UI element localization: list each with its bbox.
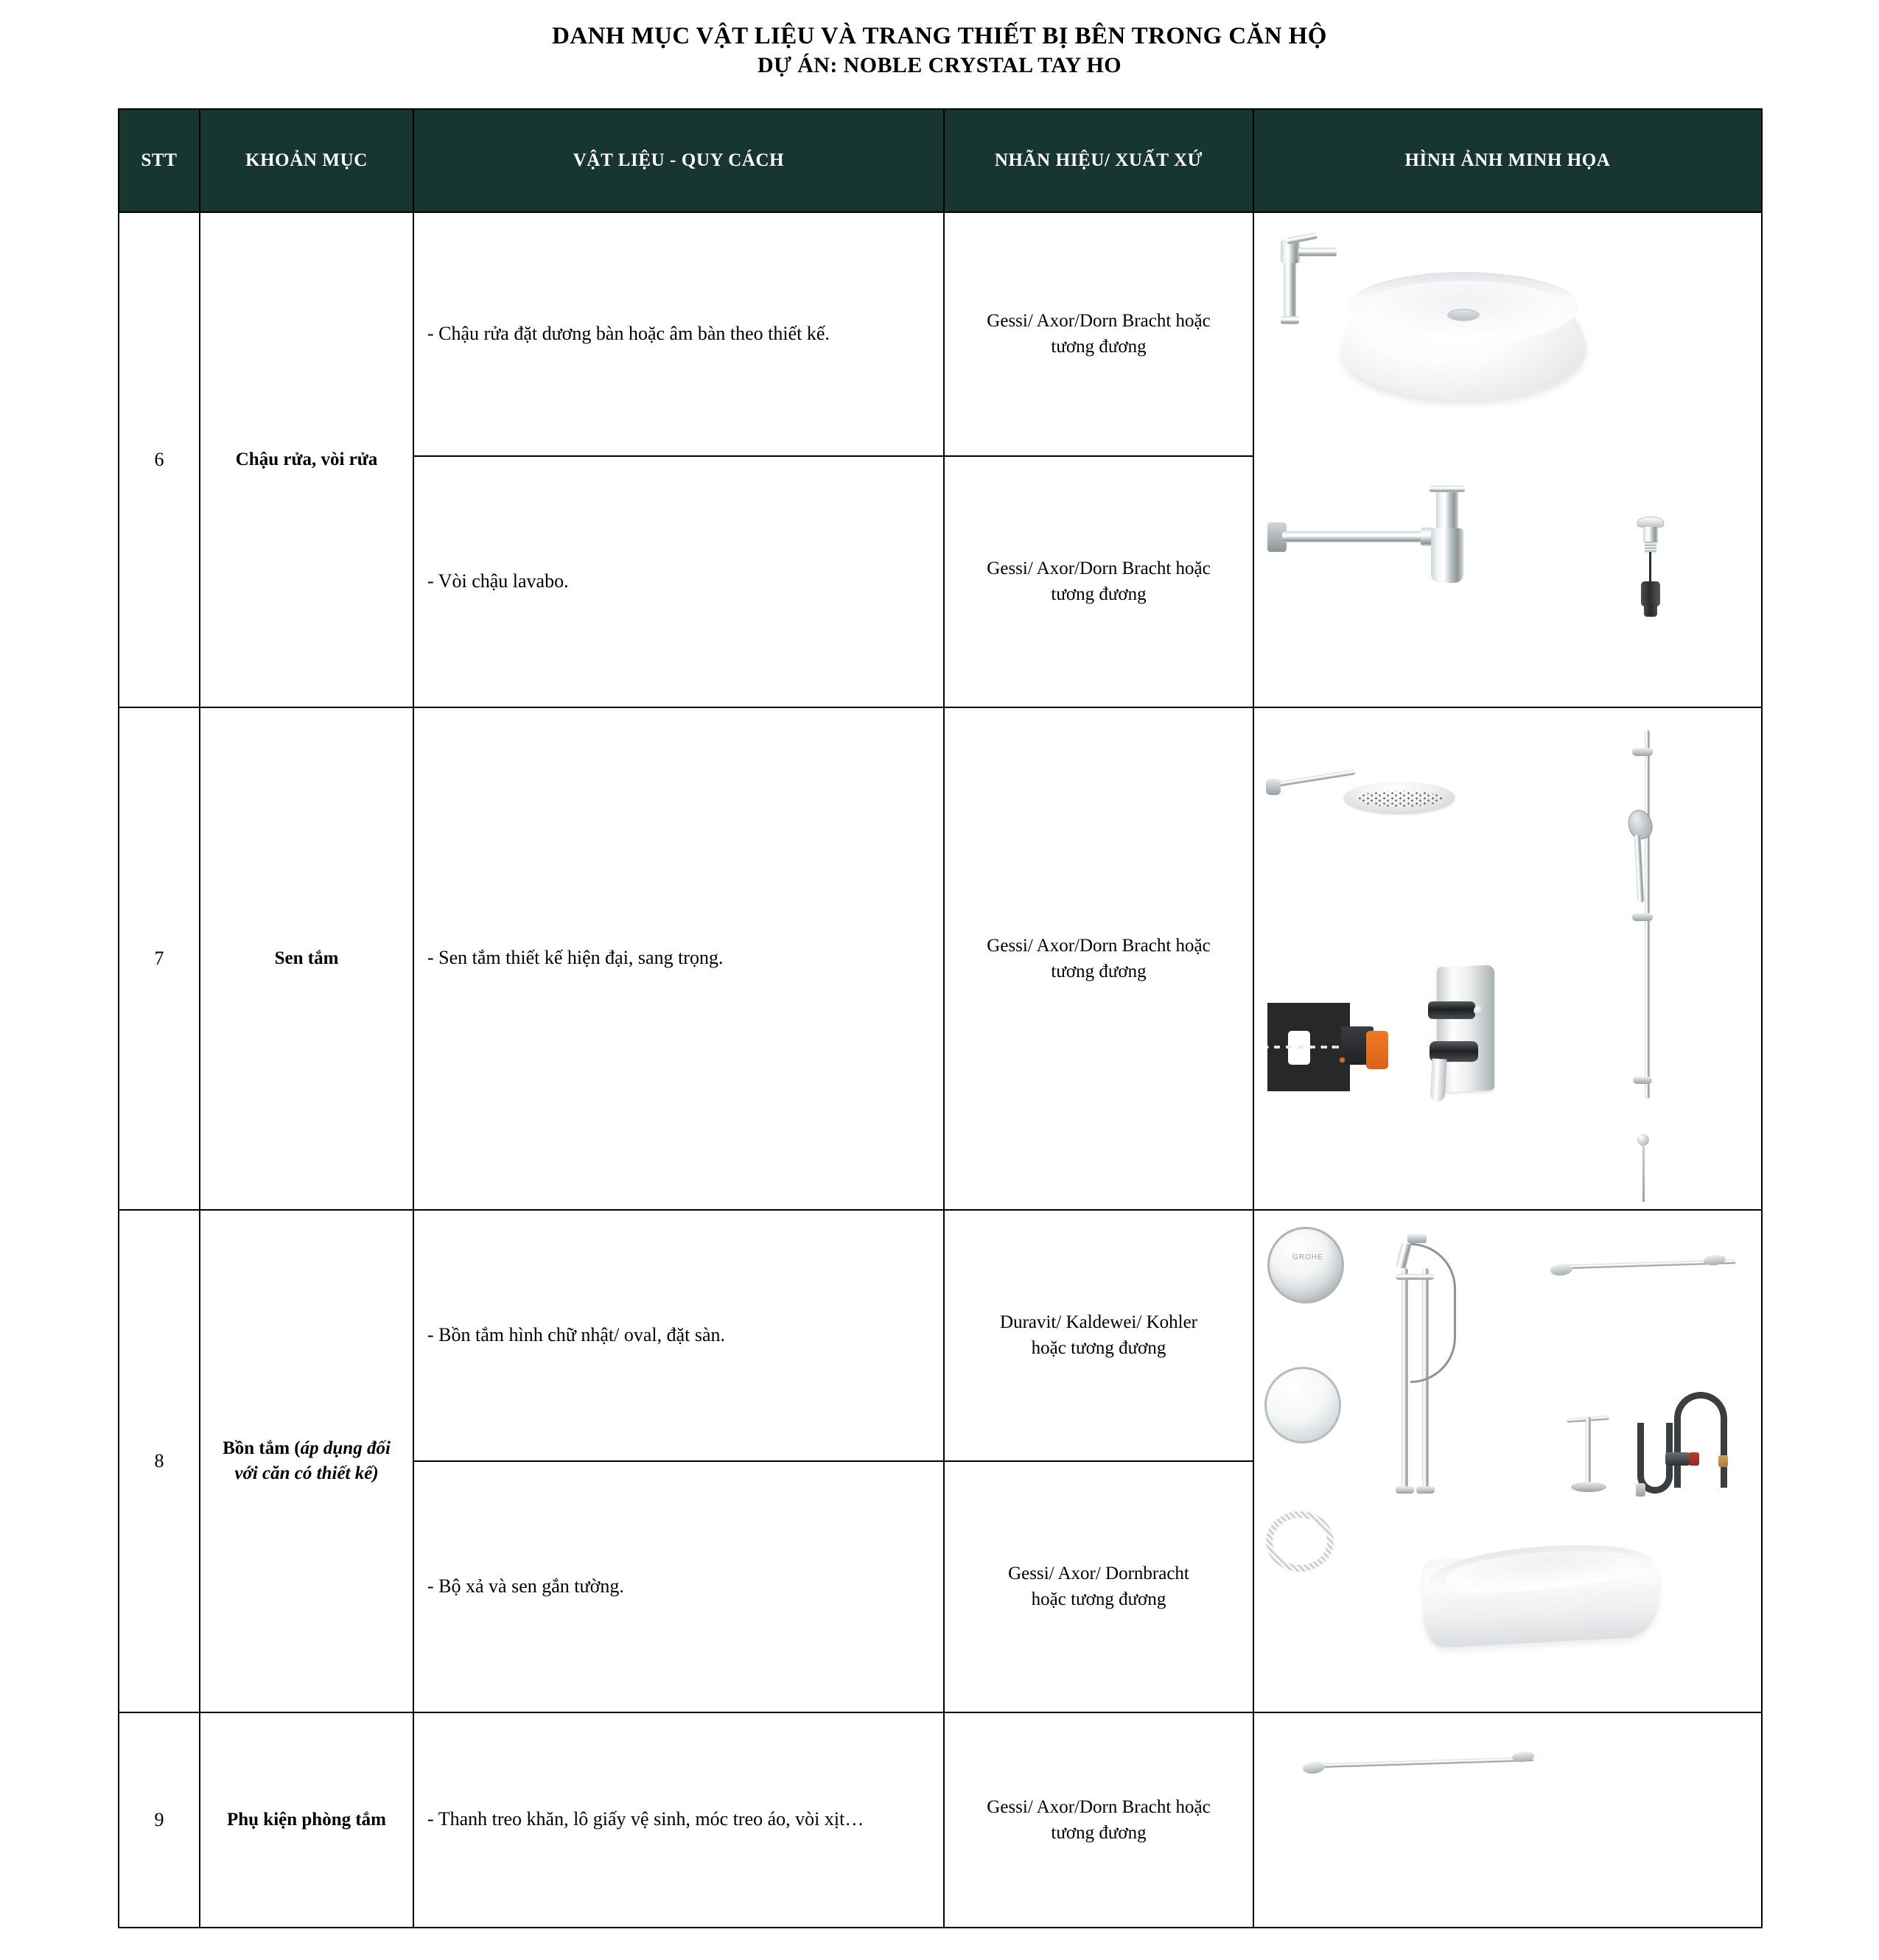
cell-image-6 — [1253, 212, 1762, 707]
hose-valve-icon — [1665, 1452, 1690, 1466]
cell-item-9 — [200, 1712, 413, 1928]
item-label-6: Chậu rửa, vòi rửa — [235, 449, 378, 469]
trap-cap-icon — [1430, 486, 1465, 492]
faucet-column-icon — [1284, 259, 1296, 319]
cell-brand-9-1 — [944, 1712, 1253, 1928]
hose-red-marker-icon — [1689, 1452, 1699, 1466]
column-header-item: KHOẢN MỤC — [200, 109, 413, 212]
cell-stt-8: 8 — [119, 1210, 200, 1712]
brand-line-1: Gessi/ Axor/Dorn Bracht hoặc — [987, 1796, 1211, 1817]
cell-spec-8-2: - Bộ xả và sen gắn tường. — [413, 1461, 944, 1712]
document-title-line-1: DANH MỤC VẬT LIỆU VÀ TRANG THIẾT BỊ BÊN TRONG CĂN HỘ — [552, 23, 1327, 49]
cell-item-6 — [200, 212, 413, 707]
brand-line-2: hoặc tương đương — [1031, 1338, 1166, 1359]
table-header-row — [119, 109, 1762, 212]
cell-image-8 — [1253, 1210, 1762, 1712]
cell-spec-8-1: - Bồn tắm hình chữ nhật/ oval, đặt sàn. — [413, 1210, 944, 1461]
brand-line-1: Gessi/ Axor/ Dornbracht — [1008, 1564, 1189, 1584]
column-header-image: HÌNH ẢNH MINH HỌA — [1253, 109, 1762, 212]
concealed-valve-indicator-icon — [1338, 1056, 1346, 1064]
illustration-trap-group — [1254, 463, 1761, 685]
illustration-towel-bar-group — [1542, 1246, 1748, 1312]
tub-drain-cover-icon — [1267, 1227, 1344, 1303]
towel-bar-rail-icon — [1313, 1757, 1534, 1768]
table-row — [119, 212, 1762, 456]
illustration-towel-bar-accessory-group — [1254, 1713, 1761, 1927]
document-title-line-2: DỰ ÁN: NOBLE CRYSTAL TAY HO — [757, 53, 1122, 78]
brand-line-1: Gessi/ Axor/Dorn Bracht hoặc — [987, 935, 1211, 956]
handheld-shower-grip-icon — [1634, 834, 1645, 902]
faucet-base-icon — [1281, 316, 1299, 324]
brand-line-1: Gessi/ Axor/Dorn Bracht hoặc — [987, 559, 1211, 579]
cell-stt-9: 9 — [119, 1712, 200, 1928]
hose-connector-right-icon — [1718, 1455, 1728, 1467]
brand-line-2: tương đương — [1051, 584, 1147, 605]
popup-drain-tail-icon — [1644, 605, 1657, 617]
cell-stt-6: 6 — [119, 212, 200, 707]
towel-bar-post-left-icon — [1550, 1262, 1573, 1276]
popup-drain-stem-icon — [1643, 527, 1658, 543]
column-header-brand: NHÃN HIỆU/ XUẤT XỨ — [944, 109, 1253, 212]
tub-overflow-cover-icon — [1264, 1367, 1341, 1443]
cell-brand-6-2 — [944, 456, 1253, 707]
towel-bar-post-left-icon — [1302, 1760, 1326, 1774]
materials-spec-table — [118, 108, 1763, 1928]
grohe-brand-label: GROHE — [1292, 1253, 1323, 1261]
column-header-spec: VẬT LIỆU - QUY CÁCH — [413, 109, 944, 212]
document-title — [0, 0, 1879, 80]
illustration-washbasin-group — [1254, 213, 1761, 707]
cell-spec-7-1: - Sen tắm thiết kế hiện đại, sang trọng. — [413, 707, 944, 1210]
cell-image-9 — [1253, 1712, 1762, 1928]
cell-brand-6-1 — [944, 212, 1253, 456]
column-header-stt: STT — [119, 109, 200, 212]
concealed-valve-orange-cartridge-icon — [1366, 1031, 1388, 1069]
cell-brand-8-2 — [944, 1461, 1253, 1712]
table-row — [119, 1210, 1762, 1461]
illustration-bathtub-group — [1254, 1211, 1761, 1712]
flex-hose-right-icon — [1674, 1392, 1727, 1488]
shower-arm-flange-icon — [1266, 779, 1281, 795]
tub-filler-handshower-icon — [1396, 1242, 1412, 1268]
concealed-valve-plate-holes-icon — [1267, 1003, 1350, 1091]
flexible-hose-coil-icon — [1266, 1511, 1334, 1572]
brand-line-2: tương đương — [1051, 1822, 1147, 1843]
brand-line-1: Duravit/ Kaldewei/ Kohler — [1000, 1312, 1197, 1333]
tub-filler-hose-icon — [1410, 1243, 1456, 1383]
cell-spec-9-1: - Thanh treo khăn, lô giấy vệ sinh, móc treo áo, vòi xịt… — [413, 1712, 944, 1928]
trap-horizontal-pipe-icon — [1282, 531, 1430, 542]
basin-drain-icon — [1447, 309, 1480, 321]
faucet-lever-icon — [1287, 232, 1318, 245]
slide-bar-mid-bracket-icon — [1632, 913, 1653, 921]
stand-column-icon — [1586, 1417, 1591, 1485]
spec-table-container — [0, 80, 1879, 1928]
illustration-slipper-bathtub-group — [1343, 1491, 1740, 1697]
brand-line-2: tương đương — [1051, 961, 1147, 981]
slide-bar-top-bracket-icon — [1632, 748, 1653, 756]
tub-filler-leg-left-icon — [1402, 1268, 1408, 1489]
brand-line-2: hoặc tương đương — [1031, 1589, 1166, 1610]
tub-filler-top-icon — [1407, 1234, 1427, 1243]
illustration-shower-set-group — [1254, 708, 1761, 1209]
basin-inner-icon — [1365, 281, 1562, 334]
cell-item-8 — [200, 1210, 413, 1712]
faucet-spout-icon — [1298, 248, 1337, 256]
table-row — [119, 707, 1762, 1210]
cell-brand-7-1 — [944, 707, 1253, 1210]
shower-arm-icon — [1273, 769, 1356, 787]
shower-mixer-handle-icon — [1430, 1058, 1446, 1102]
popup-drain-cap-icon — [1637, 517, 1664, 528]
brand-line-1: Gessi/ Axor/Dorn Bracht hoặc — [987, 311, 1211, 332]
cell-brand-8-1 — [944, 1210, 1253, 1461]
shower-diverter-knob-icon — [1428, 1001, 1475, 1019]
rain-shower-nozzles-icon — [1356, 791, 1443, 807]
popup-drain-body-icon — [1641, 581, 1660, 606]
cell-stt-7: 7 — [119, 707, 200, 1210]
cell-image-7 — [1253, 707, 1762, 1210]
trap-neck-icon — [1436, 489, 1458, 534]
trap-bowl-icon — [1431, 528, 1463, 583]
table-row — [119, 1712, 1762, 1928]
cell-spec-6-1: - Chậu rửa đặt dương bàn hoặc âm bàn theo thiết kế. — [413, 212, 944, 456]
brand-line-2: tương đương — [1051, 337, 1147, 357]
shower-diverter-knob-end-icon — [1474, 1006, 1483, 1015]
item-label-7: Sen tắm — [274, 948, 339, 968]
item-label-9: Phụ kiện phòng tắm — [226, 1809, 387, 1830]
slide-bar-low-bracket-icon — [1633, 1077, 1652, 1084]
table-body — [119, 212, 1762, 1928]
cell-item-7 — [200, 707, 413, 1210]
popup-drain-rod-icon — [1649, 552, 1651, 583]
item-label-8-italic: áp dụng đối với căn có thiết kế) — [234, 1438, 391, 1483]
item-label-8: Bồn tắm ( — [223, 1438, 301, 1458]
cell-spec-6-2: - Vòi chậu lavabo. — [413, 456, 944, 707]
wall-outlet-pipe-icon — [1642, 1144, 1645, 1202]
table-header — [119, 109, 1762, 212]
